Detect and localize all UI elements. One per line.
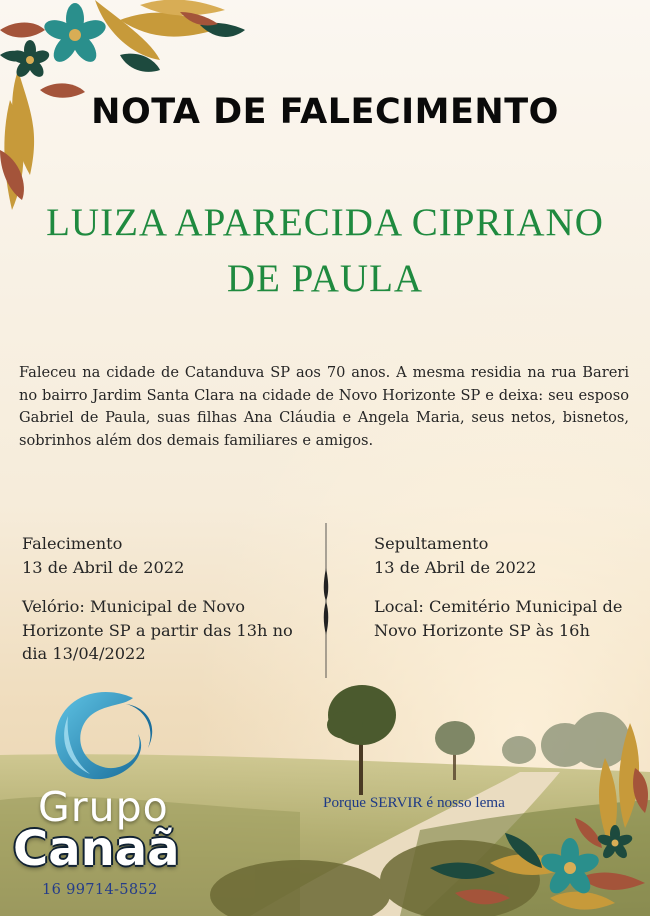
death-details bbox=[22, 532, 322, 666]
motto: Porque SERVIR é nosso lema bbox=[323, 794, 505, 811]
death-label: Falecimento bbox=[22, 534, 123, 553]
burial-date: 13 de Abril de 2022 bbox=[374, 557, 537, 577]
logo-text-canaa: Canaã bbox=[13, 821, 180, 877]
column-divider bbox=[319, 523, 333, 678]
deceased-name: LUIZA APARECIDA CIPRIANO DE PAULA bbox=[46, 201, 604, 300]
wake-info: Velório: Municipal de Novo Horizonte SP a partir das 13h no dia 13/04/2022 bbox=[22, 597, 293, 663]
logo-text-grupo: Grupo bbox=[38, 783, 169, 831]
death-date: 13 de Abril de 2022 bbox=[22, 557, 185, 577]
burial-details bbox=[374, 532, 644, 642]
obituary-text: Faleceu na cidade de Catanduva SP aos 70 anos. A mesma residia na rua Bareri no bairro Jardim Santa Clara na cidade de Novo Horizonte SP e deixa: seu esposo Gabriel de Paula, suas filhas Ana Cláudia e Angela Maria, seus netos, bisnetos, sobrinhos além dos demais familiares e amigos. bbox=[19, 364, 629, 449]
floral-ornament-bottom-right bbox=[430, 718, 650, 916]
burial-place: Local: Cemitério Municipal de Novo Horizonte SP às 16h bbox=[374, 597, 623, 640]
phone-number: 16 99714-5852 bbox=[42, 881, 158, 898]
notice-title: NOTA DE FALECIMENTO bbox=[91, 92, 559, 132]
burial-label: Sepultamento bbox=[374, 534, 489, 553]
